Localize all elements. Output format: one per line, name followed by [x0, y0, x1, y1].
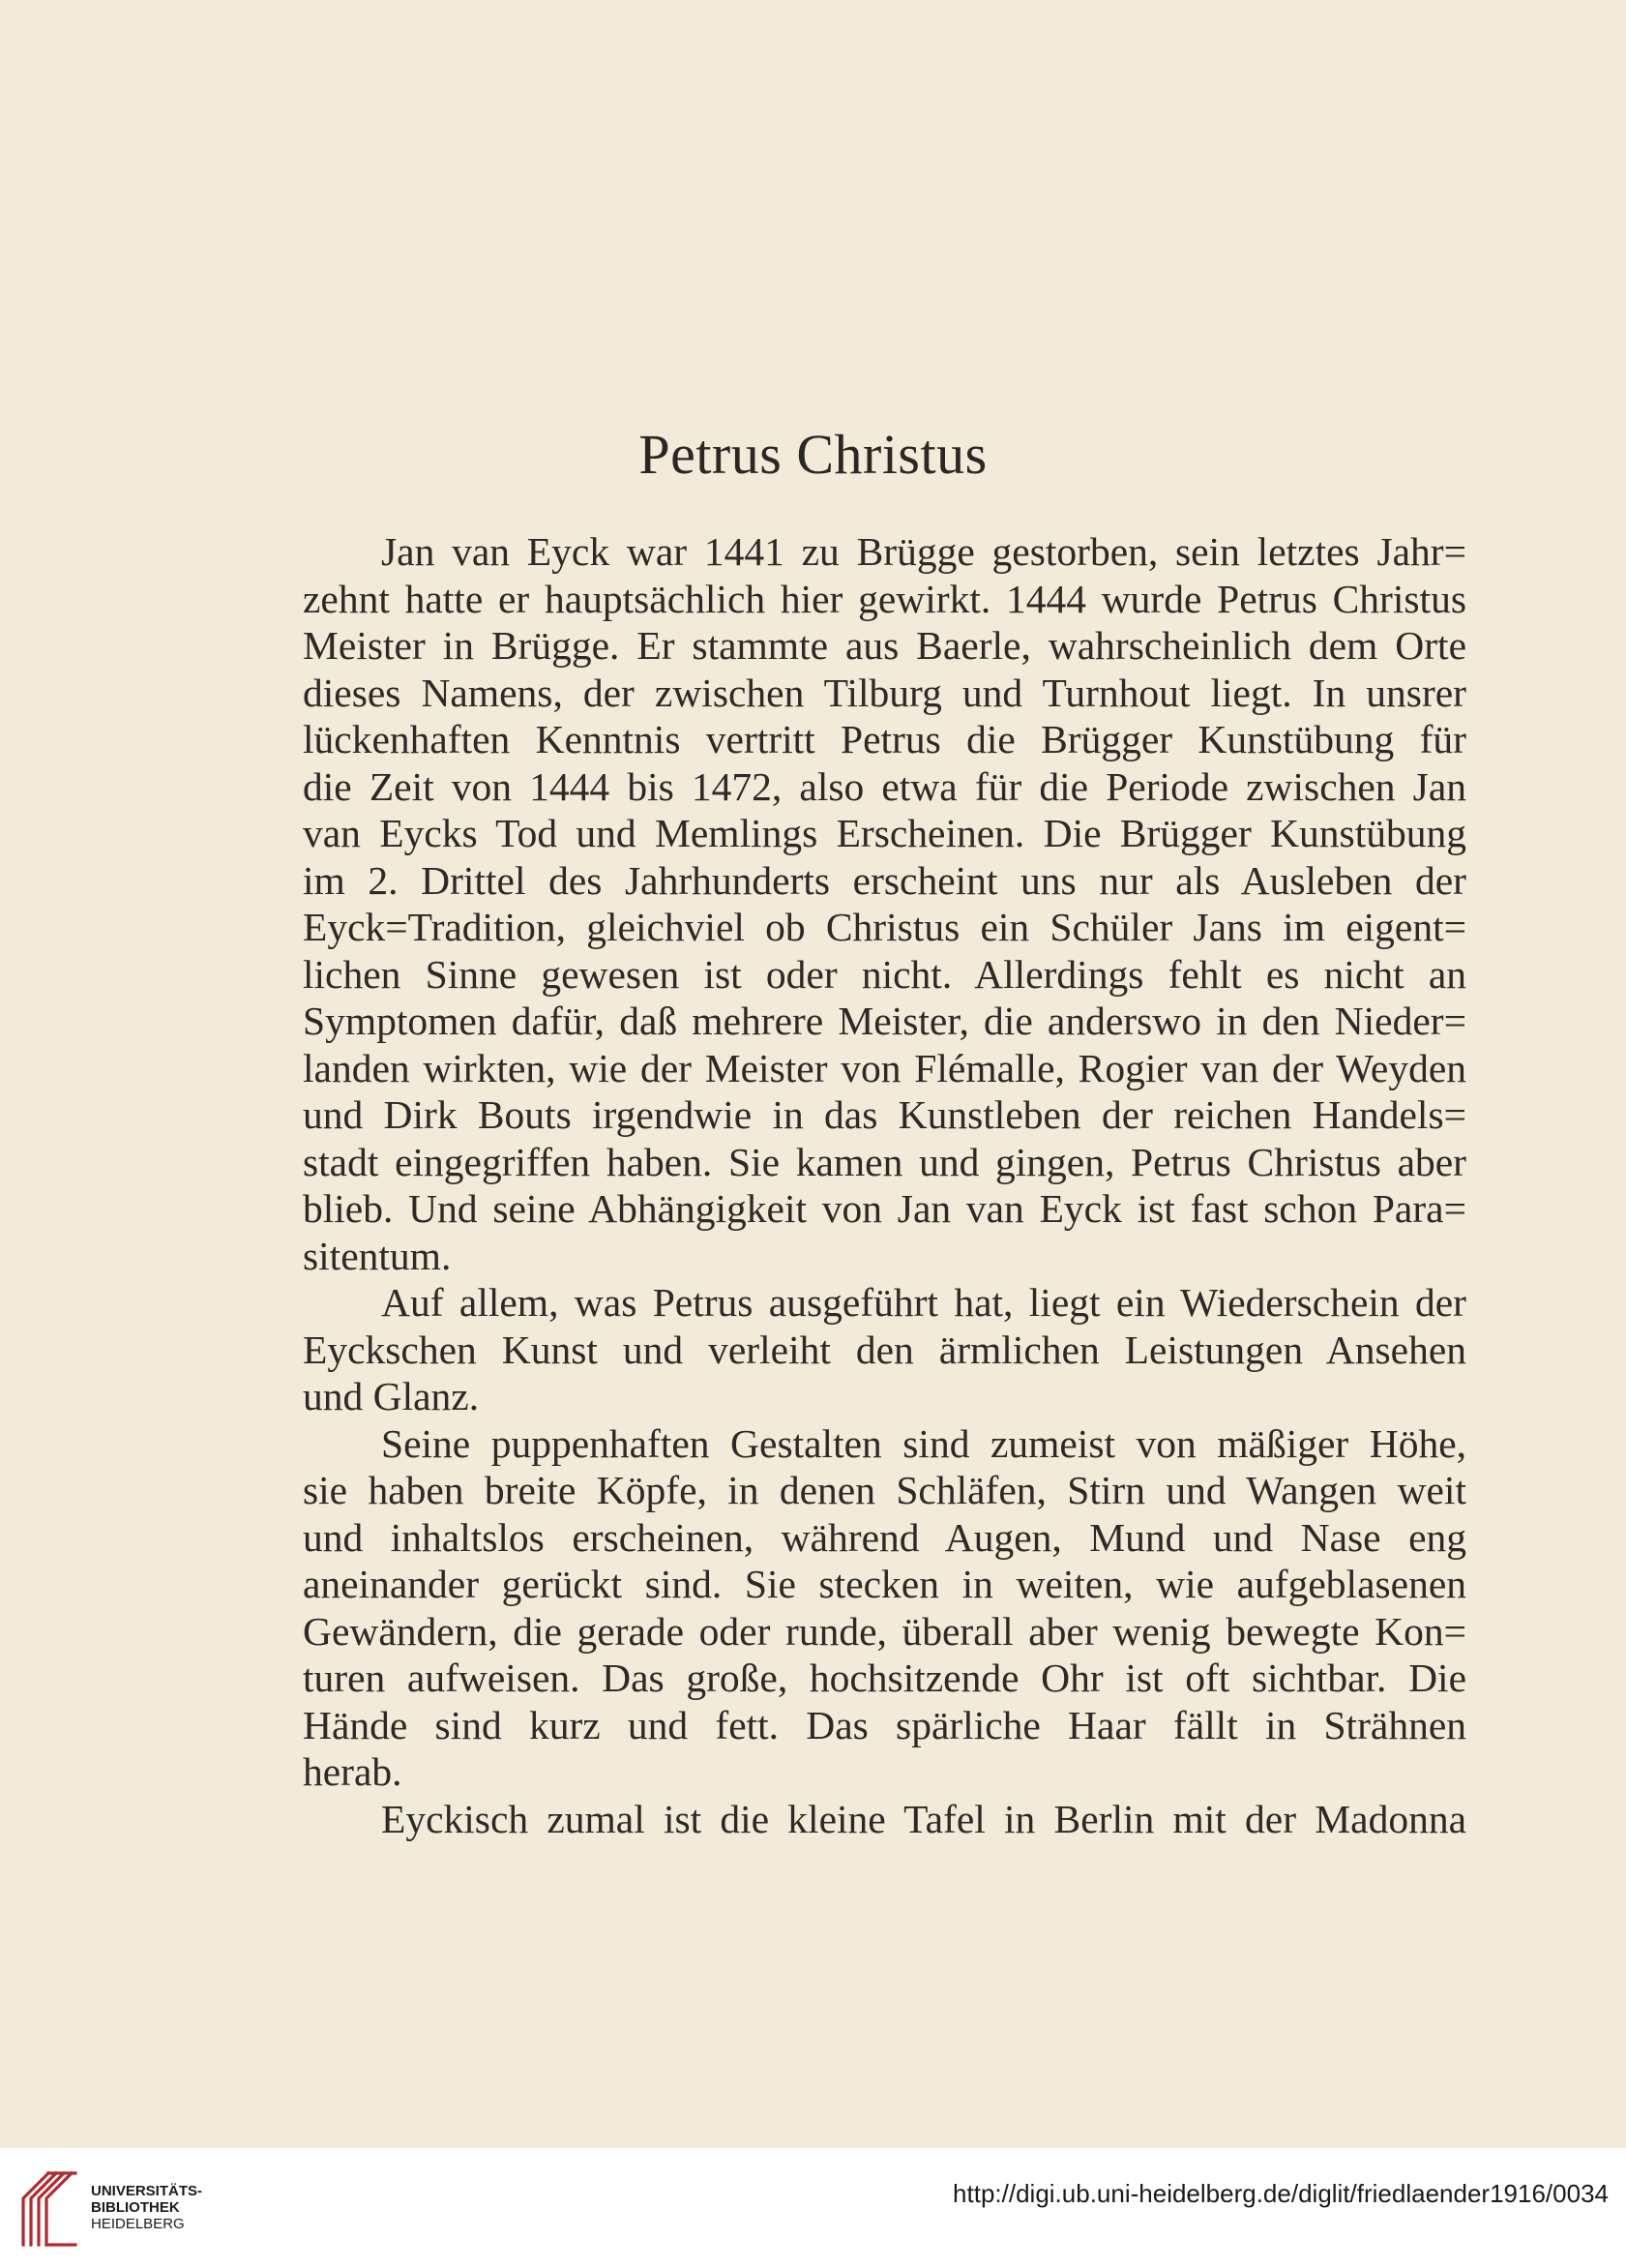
- text-line: Eyckschen Kunst und verleiht den ärmlichen Leistungen Ansehen: [303, 1327, 1466, 1372]
- text-line: landen wirkten, wie der Meister von Flémalle, Rogier van der Weyden: [303, 1045, 1466, 1090]
- text-line: zehnt hatte er hauptsächlich hier gewirkt. 1444 wurde Petrus Christus: [303, 576, 1466, 621]
- text-line: Eyckisch zumal ist die kleine Tafel in Berlin mit der Madonna: [381, 1796, 1466, 1841]
- text-line: die Zeit von 1444 bis 1472, also etwa für die Periode zwischen Jan: [303, 763, 1466, 809]
- text-line: Jan van Eyck war 1441 zu Brügge gestorben, sein letztes Jahr=: [381, 529, 1466, 574]
- ub-heidelberg-logo-icon: [15, 2167, 83, 2251]
- text-line: lichen Sinne gewesen ist oder nicht. Allerdings fehlt es nicht an: [303, 951, 1466, 997]
- text-line: aneinander gerückt sind. Sie stecken in weiten, wie aufgeblasenen: [303, 1562, 1466, 1606]
- page-heading: Petrus Christus: [638, 423, 988, 486]
- library-name-line-2: BIBLIOTHEK: [91, 2199, 180, 2216]
- text-line: herab.: [303, 1749, 402, 1794]
- text-line: und Glanz.: [303, 1374, 480, 1418]
- text-line: im 2. Drittel des Jahrhunderts erscheint uns nur als Ausleben der: [303, 857, 1466, 903]
- text-line: Auf allem, was Petrus ausgeführt hat, liegt ein Wiederschein der: [381, 1280, 1466, 1325]
- text-line: dieses Namens, der zwischen Tilburg und Turnhout liegt. In unsrer: [303, 670, 1466, 715]
- source-url-link[interactable]: http://digi.ub.uni-heidelberg.de/diglit/friedlaender1916/0034: [953, 2179, 1609, 2208]
- text-line: Meister in Brügge. Er stammte aus Baerle, wahrscheinlich dem Orte: [303, 623, 1466, 668]
- library-name-line-1: UNIVERSITÄTS-: [91, 2183, 203, 2199]
- text-line: sitentum.: [303, 1233, 452, 1278]
- library-name-line-3: HEIDELBERG: [91, 2216, 185, 2232]
- text-line: Gewändern, die gerade oder runde, überall aber wenig bewegte Kon=: [303, 1608, 1466, 1654]
- text-line: Symptomen dafür, daß mehrere Meister, die anderswo in den Nieder=: [303, 999, 1466, 1043]
- footer-bar: [0, 2148, 1626, 2268]
- text-line: turen aufweisen. Das große, hochsitzende Ohr ist oft sichtbar. Die: [303, 1656, 1466, 1700]
- text-line: Hände sind kurz und fett. Das spärliche Haar fällt in Strähnen: [303, 1702, 1466, 1747]
- text-line: Eyck=Tradition, gleichviel ob Christus ein Schüler Jans im eigent=: [303, 905, 1466, 949]
- body-text: [303, 528, 1466, 1842]
- text-line: und Dirk Bouts irgendwie in das Kunstleben der reichen Handels=: [303, 1092, 1466, 1137]
- text-line: lückenhaften Kenntnis vertritt Petrus die Brügger Kunstübung für: [303, 717, 1466, 761]
- text-line: und inhaltslos erscheinen, während Augen, Mund und Nase eng: [303, 1514, 1466, 1560]
- text-line: stadt eingegriffen haben. Sie kamen und gingen, Petrus Christus aber: [303, 1139, 1466, 1184]
- library-name: [91, 2183, 202, 2232]
- text-line: blieb. Und seine Abhängigkeit von Jan van Eyck ist fast schon Para=: [303, 1186, 1466, 1231]
- text-line: van Eycks Tod und Memlings Erscheinen. Die Brügger Kunstübung: [303, 811, 1466, 855]
- text-line: Seine puppenhaften Gestalten sind zumeist von mäßiger Höhe,: [381, 1420, 1466, 1466]
- text-line: sie haben breite Köpfe, in denen Schläfen, Stirn und Wangen weit: [303, 1468, 1466, 1512]
